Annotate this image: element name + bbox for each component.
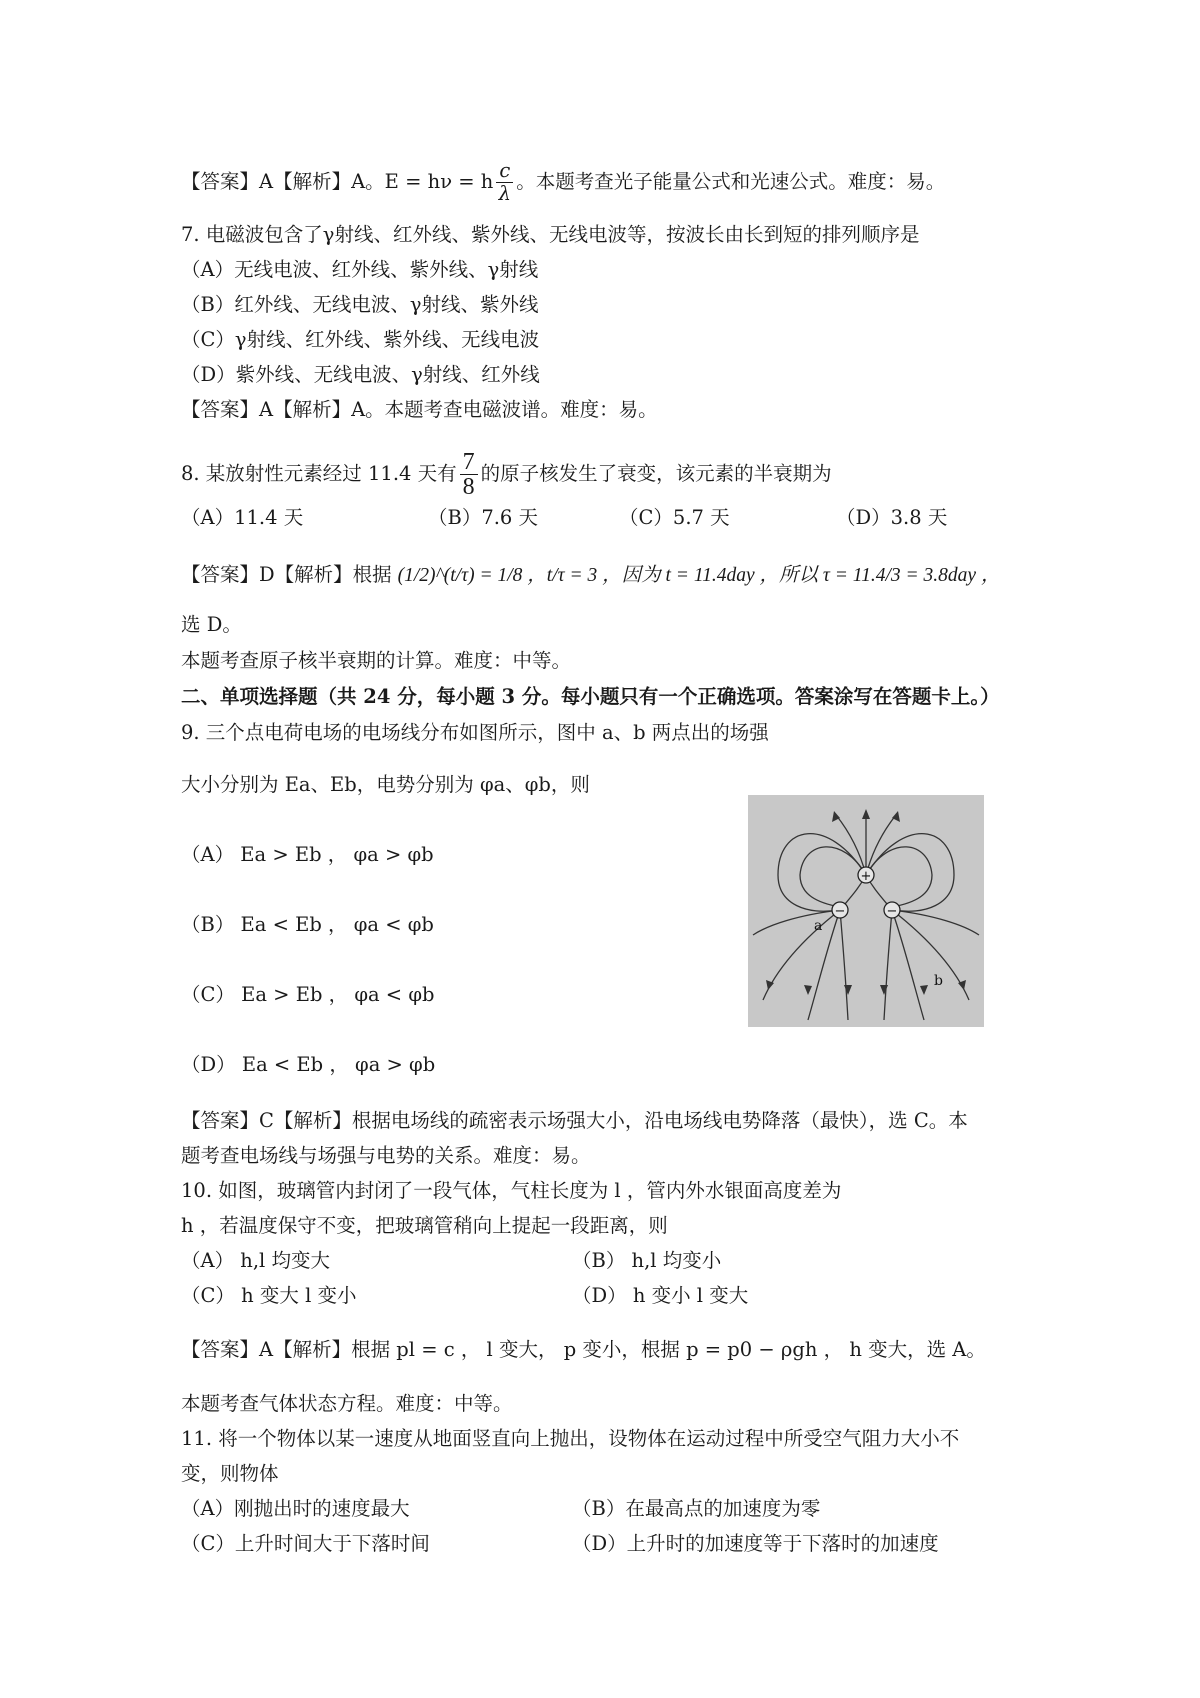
q8-stem: 8. 某放射性元素经过 11.4 天有 $\frac{7}{8}$ 的原子核发生了衰变，该元素的半衰期为 [181,449,832,500]
q8-option-b: （B）7.6 天 [428,506,539,529]
q8-answer: 【答案】D【解析】根据 (1/2)^(t/τ) = 1/8 ，t/τ = 3 ，因为 t = 11.4day ，所以 τ = 11.4/3 = 3.8day ， [181,563,1001,586]
q9-option-a: （A） Ea > Eb ， φa > φb [181,843,434,866]
q10-option-c: （C） h 变大 l 变小 [181,1284,357,1307]
minus-label-left: − [834,904,846,919]
q11-option-c: （C）上升时间大于下落时间 [181,1532,430,1555]
field-lines-diagram [748,795,984,1027]
q10-stem1: 10. 如图，玻璃管内封闭了一段气体，气柱长度为 l ，管内外水银面高度差为 [181,1179,842,1202]
q7-option-a: （A）无线电波、红外线、紫外线、γ射线 [181,258,539,281]
q8-fraction: $\frac{7}{8}$ [460,450,478,499]
q9-stem2: 大小分别为 Ea、Eb，电势分别为 φa、φb，则 [181,773,590,796]
electric-field-figure [748,795,984,1027]
q10-option-b: （B） h,l 均变小 [572,1249,722,1272]
q8-answer-math: (1/2)^(t/τ) = 1/8 ，t/τ = 3 ，因为 t = 11.4day ，所以 τ = 11.4/3 = 3.8day ， [397,565,1001,586]
q9-answer1: 【答案】C【解析】根据电场线的疏密表示场强大小，沿电场线电势降落（最快），选 C。本 [181,1109,968,1132]
point-a-label: a [814,918,823,934]
q6-answer-prefix: 【答案】A【解析】A。E = hν = h [181,170,494,193]
q7-answer: 【答案】A【解析】A。本题考查电磁波谱。难度：易。 [181,398,658,421]
q7-option-d: （D）紫外线、无线电波、γ射线、红外线 [181,363,540,386]
q8-option-d: （D）3.8 天 [836,506,948,529]
q11-option-b: （B）在最高点的加速度为零 [572,1497,821,1520]
q8-option-a: （A）11.4 天 [181,506,304,529]
q10-answer: 【答案】A【解析】根据 pl = c ， l 变大， p 变小，根据 p = p0 − ρgh ， h 变大，选 A。 [181,1338,986,1361]
q10-option-a: （A） h,l 均变大 [181,1249,330,1272]
q10-stem2: h ，若温度保守不变，把玻璃管稍向上提起一段距离，则 [181,1214,668,1237]
q10-option-d: （D） h 变小 l 变大 [572,1284,749,1307]
minus-label-right: − [886,904,898,919]
q9-stem1: 9. 三个点电荷电场的电场线分布如图所示，图中 a、b 两点出的场强 [181,721,769,744]
section2-heading: 二、单项选择题（共 24 分，每小题 3 分。每小题只有一个正确选项。答案涂写在答题卡上。） [181,685,1000,708]
q7-option-c: （C）γ射线、红外线、紫外线、无线电波 [181,328,540,351]
q8-answer-line3: 本题考查原子核半衰期的计算。难度：中等。 [181,649,572,672]
q6-answer-suffix: 。本题考查光子能量公式和光速公式。难度：易。 [516,170,946,193]
q9-answer2: 题考查电场线与场强与电势的关系。难度：易。 [181,1144,591,1167]
q6-answer [181,160,945,205]
point-b-label: b [934,973,943,989]
q11-option-a: （A）刚抛出时的速度最大 [181,1497,410,1520]
q9-option-b: （B） Ea < Eb ， φa < φb [181,913,434,936]
q9-option-d: （D） Ea < Eb ， φa > φb [181,1053,436,1076]
q8-option-c: （C）5.7 天 [619,506,730,529]
q11-stem1: 11. 将一个物体以某一速度从地面竖直向上抛出，设物体在运动过程中所受空气阻力大小不 [181,1427,960,1450]
q10-note: 本题考查气体状态方程。难度：中等。 [181,1392,513,1415]
q8-answer-line2: 选 D。 [181,613,242,636]
q6-fraction: $\frac{c}{\lambda}$ [496,160,513,205]
q7-option-b: （B）红外线、无线电波、γ射线、紫外线 [181,293,539,316]
q11-option-d: （D）上升时的加速度等于下落时的加速度 [572,1532,939,1555]
plus-label-top: + [860,869,872,884]
q11-stem2: 变，则物体 [181,1462,279,1485]
q9-option-c: （C） Ea > Eb ， φa < φb [181,983,435,1006]
q7-stem: 7. 电磁波包含了γ射线、红外线、紫外线、无线电波等，按波长由长到短的排列顺序是 [181,223,920,246]
